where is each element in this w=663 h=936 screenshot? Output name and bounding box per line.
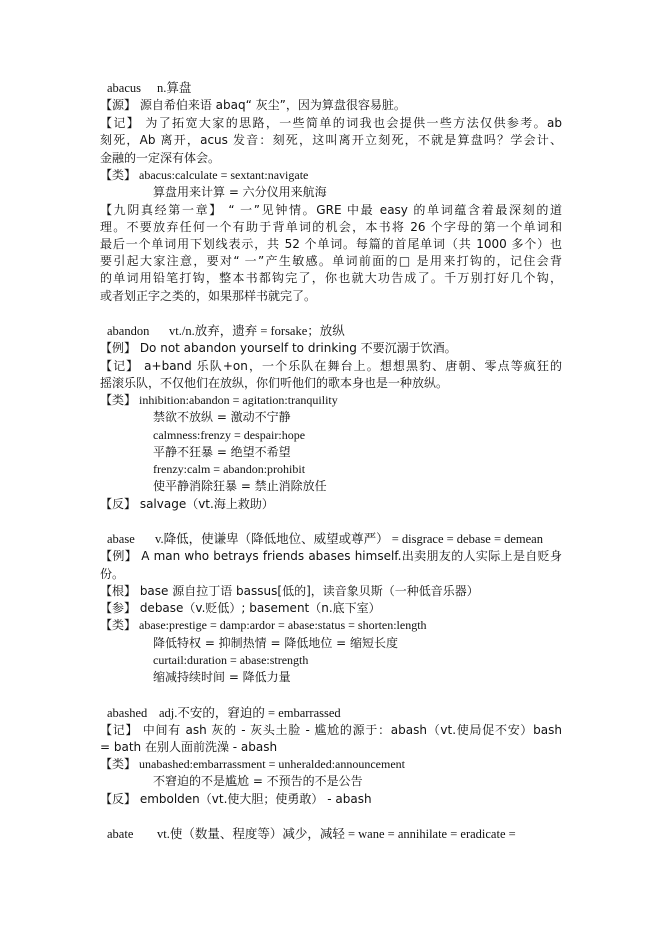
entry-line: curtail:duration = abase:strength <box>153 653 309 667</box>
entry-headword <box>107 826 516 843</box>
headword: abate <box>107 827 134 841</box>
entry-line: 份。 <box>100 567 125 581</box>
entry-line: 金融的一定深有体会。 <box>100 151 221 165</box>
entry-line: 使平静消除狂暴 = 禁止消除放任 <box>153 479 327 493</box>
entry-line: 或者划正字之类的，如果那样书就完了。 <box>100 289 317 303</box>
entry-line: 的单词用铅笔打钩，整本书都钩完了，你也就大功告成了。千万别打好几个钩， <box>100 271 562 285</box>
entry-line: calmness:frenzy = despair:hope <box>153 428 306 442</box>
headword: abandon <box>107 324 150 338</box>
entry-line: 【记】 a+band 乐队+on，一个乐队在舞台上。想想黑豹、唐朝、零点等疯狂的 <box>100 359 562 373</box>
entry-line: 【记】 中间有 ash 灰的 - 灰头土脸 - 尴尬的源于：abash（vt.使局促不安）bash <box>100 723 562 737</box>
entry-line: 刻死，Ab 离开，acus 发音：刻死，这叫离开立刻死，不就是算盘吗？学会计、 <box>100 133 562 147</box>
entry-line: = bath 在别人面前洗澡 - abash <box>100 740 278 754</box>
entry-line: 【记】 为了拓宽大家的思路，一些简单的词我也会提供一些方法仅供参考。ab <box>100 116 562 130</box>
definition: vt.使（数量、程度等）减少，减轻 = wane = annihilate = eradicate = <box>157 827 516 841</box>
entry-line: 不窘迫的不是尴尬 = 不预告的不是公告 <box>153 774 363 788</box>
definition: v.降低，使谦卑（降低地位、威望或尊严） = disgrace = debase = demean <box>155 532 543 546</box>
entry-headword <box>107 80 191 97</box>
entry-line: 【源】 源自希伯来语 abaq“ 灰尘”，因为算盘很容易脏。 <box>100 98 406 112</box>
entry-line: 【参】 debase（v.贬低）; basement（n.底下室） <box>100 601 381 615</box>
entry-line: 算盘用来计算 = 六分仪用来航海 <box>153 185 327 199</box>
headword: abashed <box>107 706 148 720</box>
entry-line: 平静不狂暴 = 绝望不希望 <box>153 445 291 459</box>
definition: adj.不安的，窘迫的 = embarrassed <box>159 706 341 720</box>
entry-line: 【反】 embolden（vt.使大胆；使勇敢） - abash <box>100 792 372 806</box>
entry-line: 【类】 abacus:calculate = sextant:navigate <box>100 168 309 182</box>
definition: n.算盘 <box>157 81 192 95</box>
entry-headword <box>107 531 543 548</box>
entry-line: 摇滚乐队，不仅他们在放纵，你们听他们的歌本身也是一种放纵。 <box>100 376 449 390</box>
entry-line: 【根】 base 源自拉丁语 bassus[低的]，读音象贝斯（一种低音乐器） <box>100 584 479 598</box>
entry-line: 缩减持续时间 = 降低力量 <box>153 670 291 684</box>
entry-line: 最后一个单词用下划线表示，共 52 个单词。每篇的首尾单词（共 1000 多个）也 <box>100 237 562 251</box>
entry-line: 要引起大家注意，要对“ 一”产生敏感。单词前面的□ 是用来打钩的，记住会背 <box>100 254 562 268</box>
entry-line: 【类】 abase:prestige = damp:ardor = abase:status = shorten:length <box>100 618 427 632</box>
entry-headword <box>107 705 341 722</box>
entry-line: 理。不要放弃任何一个有助于背单词的机会，本书将 26 个字母的第一个单词和 <box>100 220 562 234</box>
entry-line: 【例】 A man who betrays friends abases himself.出卖朋友的人实际上是自贬身 <box>100 549 562 563</box>
entry-line: 禁欲不放纵 = 激动不宁静 <box>153 410 291 424</box>
headword: abase <box>107 532 135 546</box>
headword: abacus <box>107 81 142 95</box>
entry-line: 降低特权 = 抑制热情 = 降低地位 = 缩短长度 <box>153 636 399 650</box>
entry-line: 【例】 Do not abandon yourself to drinking 不要沉溺于饮酒。 <box>100 341 457 355</box>
entry-headword <box>107 323 345 340</box>
entry-line: 【类】 unabashed:embarrassment = unheralded:announcement <box>100 757 406 771</box>
entry-line: frenzy:calm = abandon:prohibit <box>153 462 306 476</box>
entry-line: 【九阴真经第一章】 “ 一”见钟情。GRE 中最 easy 的单词蕴含着最深刻的道 <box>100 203 562 217</box>
definition: vt./n.放弃，遗弃 = forsake；放纵 <box>169 324 345 338</box>
entry-line: 【反】 salvage（vt.海上救助） <box>100 497 274 511</box>
entry-line: 【类】 inhibition:abandon = agitation:tranquility <box>100 393 338 407</box>
